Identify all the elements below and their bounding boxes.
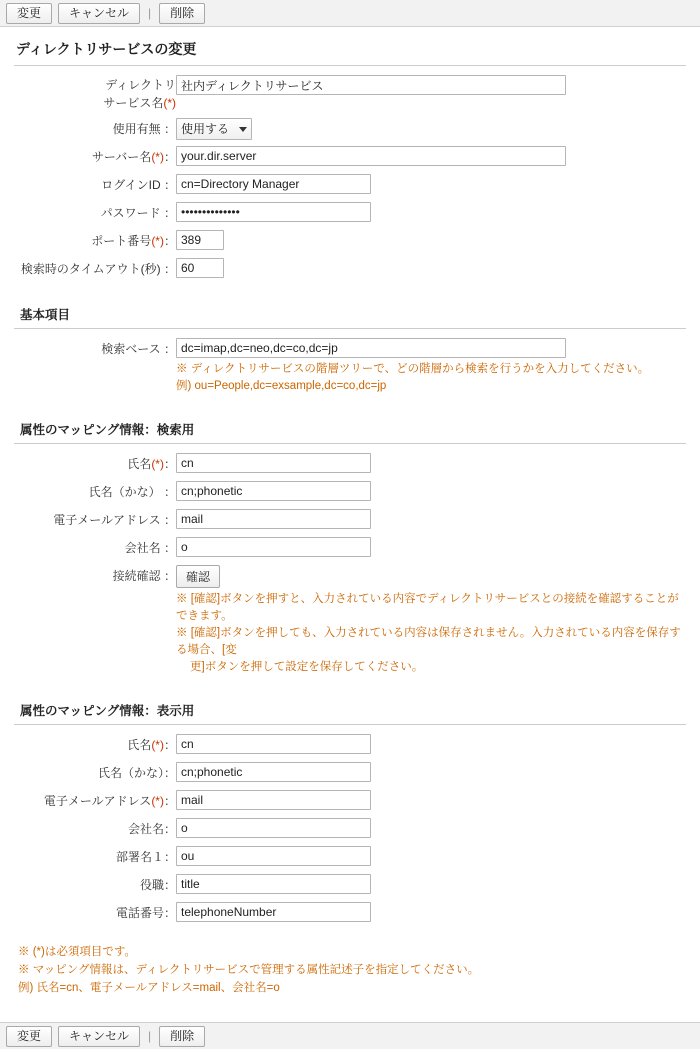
confirm-button[interactable]: 確認 bbox=[176, 565, 220, 588]
label-search-base: 検索ベース ： bbox=[101, 342, 176, 356]
label-display-title: 役職： bbox=[139, 878, 176, 892]
field-password bbox=[176, 199, 686, 227]
row-search-name bbox=[14, 450, 686, 478]
server-input[interactable] bbox=[176, 146, 566, 166]
mapping-display-title: 属性のマッピング情報：表示用 bbox=[14, 701, 686, 725]
search-kana-input[interactable] bbox=[176, 481, 371, 501]
directory-service-name-input[interactable] bbox=[176, 75, 566, 95]
search-email-input[interactable] bbox=[176, 509, 371, 529]
label-login-id: ログインID ： bbox=[101, 178, 176, 192]
label-search-email: 電子メールアドレス ： bbox=[53, 513, 176, 527]
label-connection-check: 接続確認 ： bbox=[112, 569, 176, 583]
port-input[interactable] bbox=[176, 230, 224, 250]
search-base-note-line1: ※ ディレクトリサービスの階層ツリーで、どの階層から検索を行うかを入力してください。 bbox=[176, 363, 650, 375]
delete-button-top[interactable]: 削除 bbox=[159, 3, 205, 24]
cancel-button-top[interactable]: キャンセル bbox=[58, 3, 140, 24]
row-search-base bbox=[14, 335, 686, 398]
table-row bbox=[14, 899, 686, 927]
display-department-input[interactable] bbox=[176, 846, 371, 866]
search-name-input[interactable] bbox=[176, 453, 371, 473]
login-id-input[interactable] bbox=[176, 174, 371, 194]
row-enabled bbox=[14, 115, 686, 143]
delete-button-bottom[interactable]: 削除 bbox=[159, 1026, 205, 1047]
label-port: ポート番号(*)： bbox=[91, 234, 176, 248]
table-row bbox=[14, 759, 686, 787]
field-timeout bbox=[176, 255, 686, 283]
row-search-kana bbox=[14, 478, 686, 506]
connection-check-note-line2: ※ [確認]ボタンを押しても、入力されている内容は保存されません。入力されている内容を保存する場合、[変 bbox=[176, 627, 681, 656]
search-base-input[interactable] bbox=[176, 338, 566, 358]
bottom-toolbar bbox=[0, 1022, 700, 1049]
cancel-button-bottom[interactable]: キャンセル bbox=[58, 1026, 140, 1047]
field-login-id bbox=[176, 171, 686, 199]
field-display-department bbox=[176, 843, 686, 871]
connection-settings-table bbox=[14, 72, 686, 283]
footnote-example: 例) 氏名=cn、電子メールアドレス=mail、会社名=o bbox=[18, 982, 280, 994]
toolbar-separator-bottom: | bbox=[148, 1029, 152, 1043]
search-base-note-line2: 例) ou=People,dc=exsample,dc=co,dc=jp bbox=[176, 380, 387, 392]
field-search-kana bbox=[176, 478, 686, 506]
row-server bbox=[14, 143, 686, 171]
row-port bbox=[14, 227, 686, 255]
field-enabled bbox=[176, 115, 686, 143]
label-timeout: 検索時のタイムアウト(秒) ： bbox=[20, 262, 176, 276]
field-display-company bbox=[176, 815, 686, 843]
label-display-phone: 電話番号： bbox=[115, 906, 176, 920]
connection-check-note-line1: ※ [確認]ボタンを押すと、入力されている内容でディレクトリサービスとの接続を確認することができます。 bbox=[176, 593, 679, 622]
label-display-name-kana: 氏名（かな）： bbox=[97, 766, 176, 780]
display-company-input[interactable] bbox=[176, 818, 371, 838]
display-phone-input[interactable] bbox=[176, 902, 371, 922]
top-toolbar bbox=[0, 0, 700, 27]
label-display-department: 部署名１： bbox=[115, 850, 176, 864]
display-name-kana-input[interactable] bbox=[176, 762, 371, 782]
field-search-base bbox=[176, 335, 686, 398]
label-enabled: 使用有無 ： bbox=[112, 122, 176, 136]
field-display-title bbox=[176, 871, 686, 899]
basic-section-title: 基本項目 bbox=[14, 305, 686, 329]
row-timeout bbox=[14, 255, 686, 283]
field-search-company bbox=[176, 534, 686, 562]
connection-check-note-line3: 更]ボタンを押して設定を保存してください。 bbox=[190, 661, 424, 673]
display-name-input[interactable] bbox=[176, 734, 371, 754]
label-search-company: 会社名 ： bbox=[124, 541, 176, 555]
table-row bbox=[14, 871, 686, 899]
display-email-input[interactable] bbox=[176, 790, 371, 810]
field-directory-service-name bbox=[176, 72, 686, 115]
footnote-required: ※ (*)は必須項目です。 bbox=[18, 946, 136, 958]
label-display-name: 氏名(*)： bbox=[127, 738, 176, 752]
label-search-name: 氏名(*)： bbox=[127, 457, 176, 471]
label-display-company: 会社名： bbox=[127, 822, 176, 836]
timeout-input[interactable] bbox=[176, 258, 224, 278]
form-content bbox=[0, 39, 700, 1049]
field-display-name-kana bbox=[176, 759, 686, 787]
row-search-email bbox=[14, 506, 686, 534]
field-search-email bbox=[176, 506, 686, 534]
password-input[interactable] bbox=[176, 202, 371, 222]
page-title: ディレクトリサービスの変更 bbox=[14, 39, 686, 66]
field-port bbox=[176, 227, 686, 255]
row-search-company bbox=[14, 534, 686, 562]
table-row bbox=[14, 815, 686, 843]
display-title-input[interactable] bbox=[176, 874, 371, 894]
label-server: サーバー名(*)： bbox=[91, 150, 176, 164]
label-directory-service-name-line1: ディレクトリ bbox=[105, 78, 176, 92]
search-company-input[interactable] bbox=[176, 537, 371, 557]
field-display-name bbox=[176, 731, 686, 759]
field-display-phone bbox=[176, 899, 686, 927]
footnote-mapping: ※ マッピング情報は、ディレクトリサービスで管理する属性記述子を指定してください。 bbox=[18, 964, 480, 976]
table-row bbox=[14, 787, 686, 815]
required-marker: (*) bbox=[163, 96, 176, 110]
enabled-select[interactable] bbox=[176, 118, 252, 140]
row-directory-service-name bbox=[14, 72, 686, 115]
mapping-search-table bbox=[14, 450, 686, 679]
mapping-display-table bbox=[14, 731, 686, 927]
footnotes bbox=[14, 943, 686, 997]
table-row bbox=[14, 731, 686, 759]
row-password bbox=[14, 199, 686, 227]
row-connection-check bbox=[14, 562, 686, 679]
label-display-email: 電子メールアドレス(*)： bbox=[43, 794, 176, 808]
field-display-email bbox=[176, 787, 686, 815]
field-search-name bbox=[176, 450, 686, 478]
basic-section-table bbox=[14, 335, 686, 398]
toolbar-separator-top: | bbox=[148, 6, 152, 20]
enabled-select-wrap bbox=[176, 118, 252, 140]
label-search-kana: 氏名（かな） ： bbox=[88, 485, 176, 499]
table-row bbox=[14, 843, 686, 871]
label-directory-service-name bbox=[14, 72, 176, 115]
field-connection-check bbox=[176, 562, 686, 679]
label-password: パスワード ： bbox=[100, 206, 176, 220]
change-button-bottom[interactable]: 変更 bbox=[6, 1026, 52, 1047]
connection-check-note bbox=[176, 591, 686, 676]
row-login-id bbox=[14, 171, 686, 199]
mapping-search-title: 属性のマッピング情報：検索用 bbox=[14, 420, 686, 444]
search-base-note bbox=[176, 361, 686, 395]
label-directory-service-name-line2: サービス名(*) bbox=[103, 96, 176, 110]
change-button-top[interactable]: 変更 bbox=[6, 3, 52, 24]
field-server bbox=[176, 143, 686, 171]
